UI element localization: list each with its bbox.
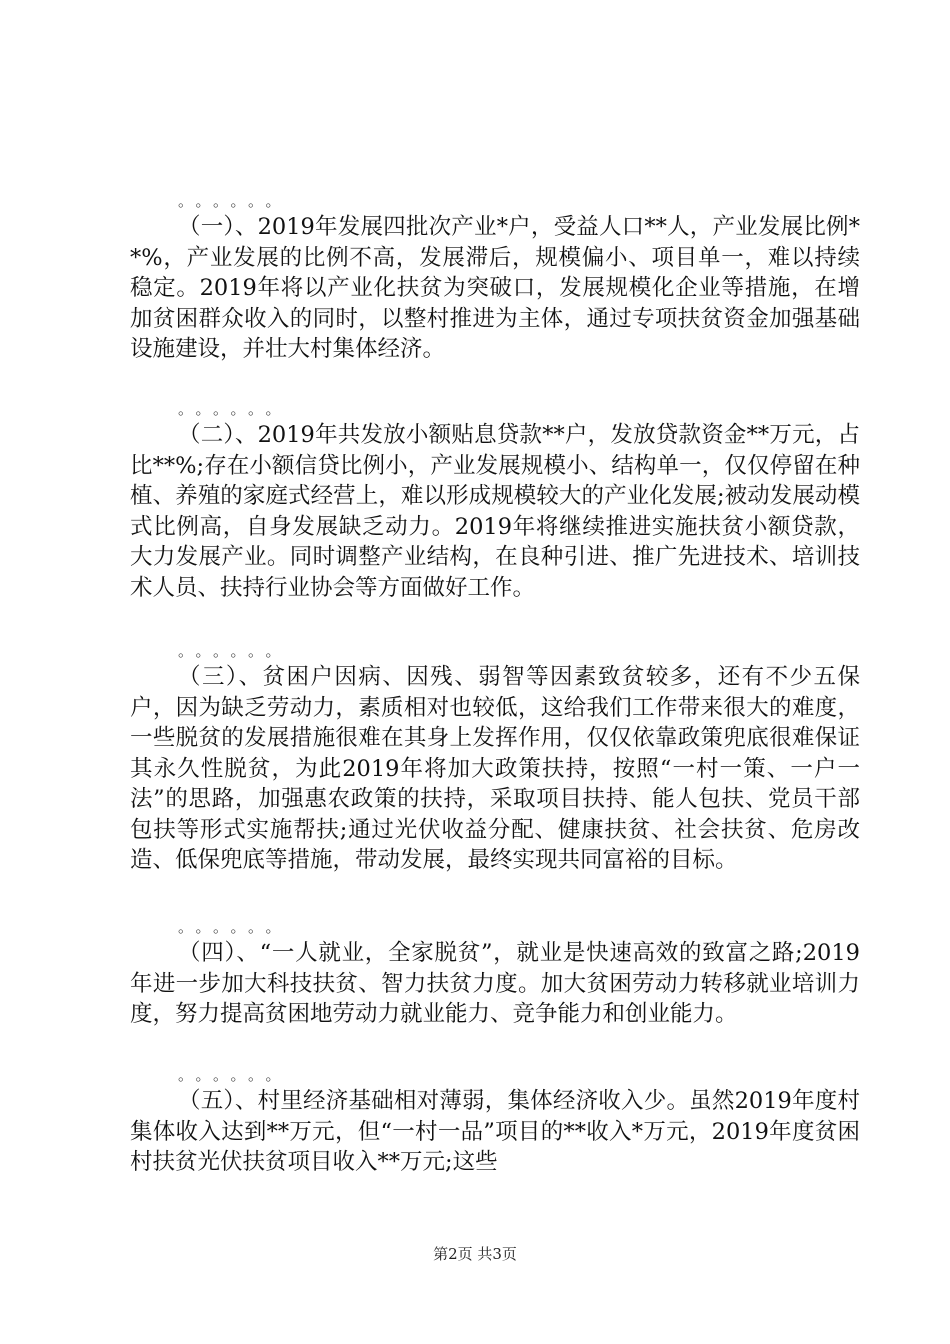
paragraph: （五）、村里经济基础相对薄弱，集体经济收入少。虽然2019年度村集体收入达到**万元，但“一村一品”项目的**收入*万元，2019年度贫困村扶贫光伏扶贫项目收入**万元;这些	[130, 1088, 860, 1175]
page-footer: 第2页 共3页	[433, 1245, 517, 1263]
section-2	[130, 398, 860, 603]
section-5	[130, 1064, 860, 1178]
section-marker: 。。。。。。	[178, 1066, 291, 1084]
section-marker: 。。。。。。	[178, 400, 291, 418]
section-marker: 。。。。。。	[178, 918, 291, 936]
section-3	[130, 640, 860, 876]
section-marker: 。。。。。。	[178, 642, 291, 660]
paragraph: （四）、“一人就业，全家脱贫”，就业是快速高效的致富之路;2019年进一步加大科技扶贫、智力扶贫力度。加大贫困劳动力转移就业培训力度，努力提高贫困地劳动力就业能力、竞争能力和创业能力。	[130, 940, 860, 1027]
paragraph: （一）、2019年发展四批次产业*户，受益人口**人，产业发展比例**%，产业发展的比例不高，发展滞后，规模偏小、项目单一，难以持续稳定。2019年将以产业化扶贫为突破口，发展规模化企业等措施，在增加贫困群众收入的同时，以整村推进为主体，通过专项扶贫资金加强基础设施建设，并壮大村集体经济。	[130, 214, 860, 362]
section-marker: 。。。。。。	[178, 192, 291, 210]
section-1	[130, 190, 860, 365]
paragraph: （二）、2019年共发放小额贴息贷款**户，发放贷款资金**万元，占比**%;存在小额信贷比例小，产业发展规模小、结构单一，仅仅停留在种植、养殖的家庭式经营上，难以形成规模较大的产业化发展;被动发展动模式比例高，自身发展缺乏动力。2019年将继续推进实施扶贫小额贷款，大力发展产业。同时调整产业结构，在良种引进、推广先进技术、培训技术人员、扶持行业协会等方面做好工作。	[130, 422, 860, 601]
paragraph: （三）、贫困户因病、因残、弱智等因素致贫较多，还有不少五保户，因为缺乏劳动力，素质相对也较低，这给我们工作带来很大的难度，一些脱贫的发展措施很难在其身上发挥作用，仅仅依靠政策兜底很难保证其永久性脱贫，为此2019年将加大政策扶持，按照“一村一策、一户一法”的思路，加强惠农政策的扶持，采取项目扶持、能人包扶、党员干部包扶等形式实施帮扶;通过光伏收益分配、健康扶贫、社会扶贫、危房改造、低保兜底等措施，带动发展，最终实现共同富裕的目标。	[130, 664, 860, 873]
section-4	[130, 916, 860, 1030]
